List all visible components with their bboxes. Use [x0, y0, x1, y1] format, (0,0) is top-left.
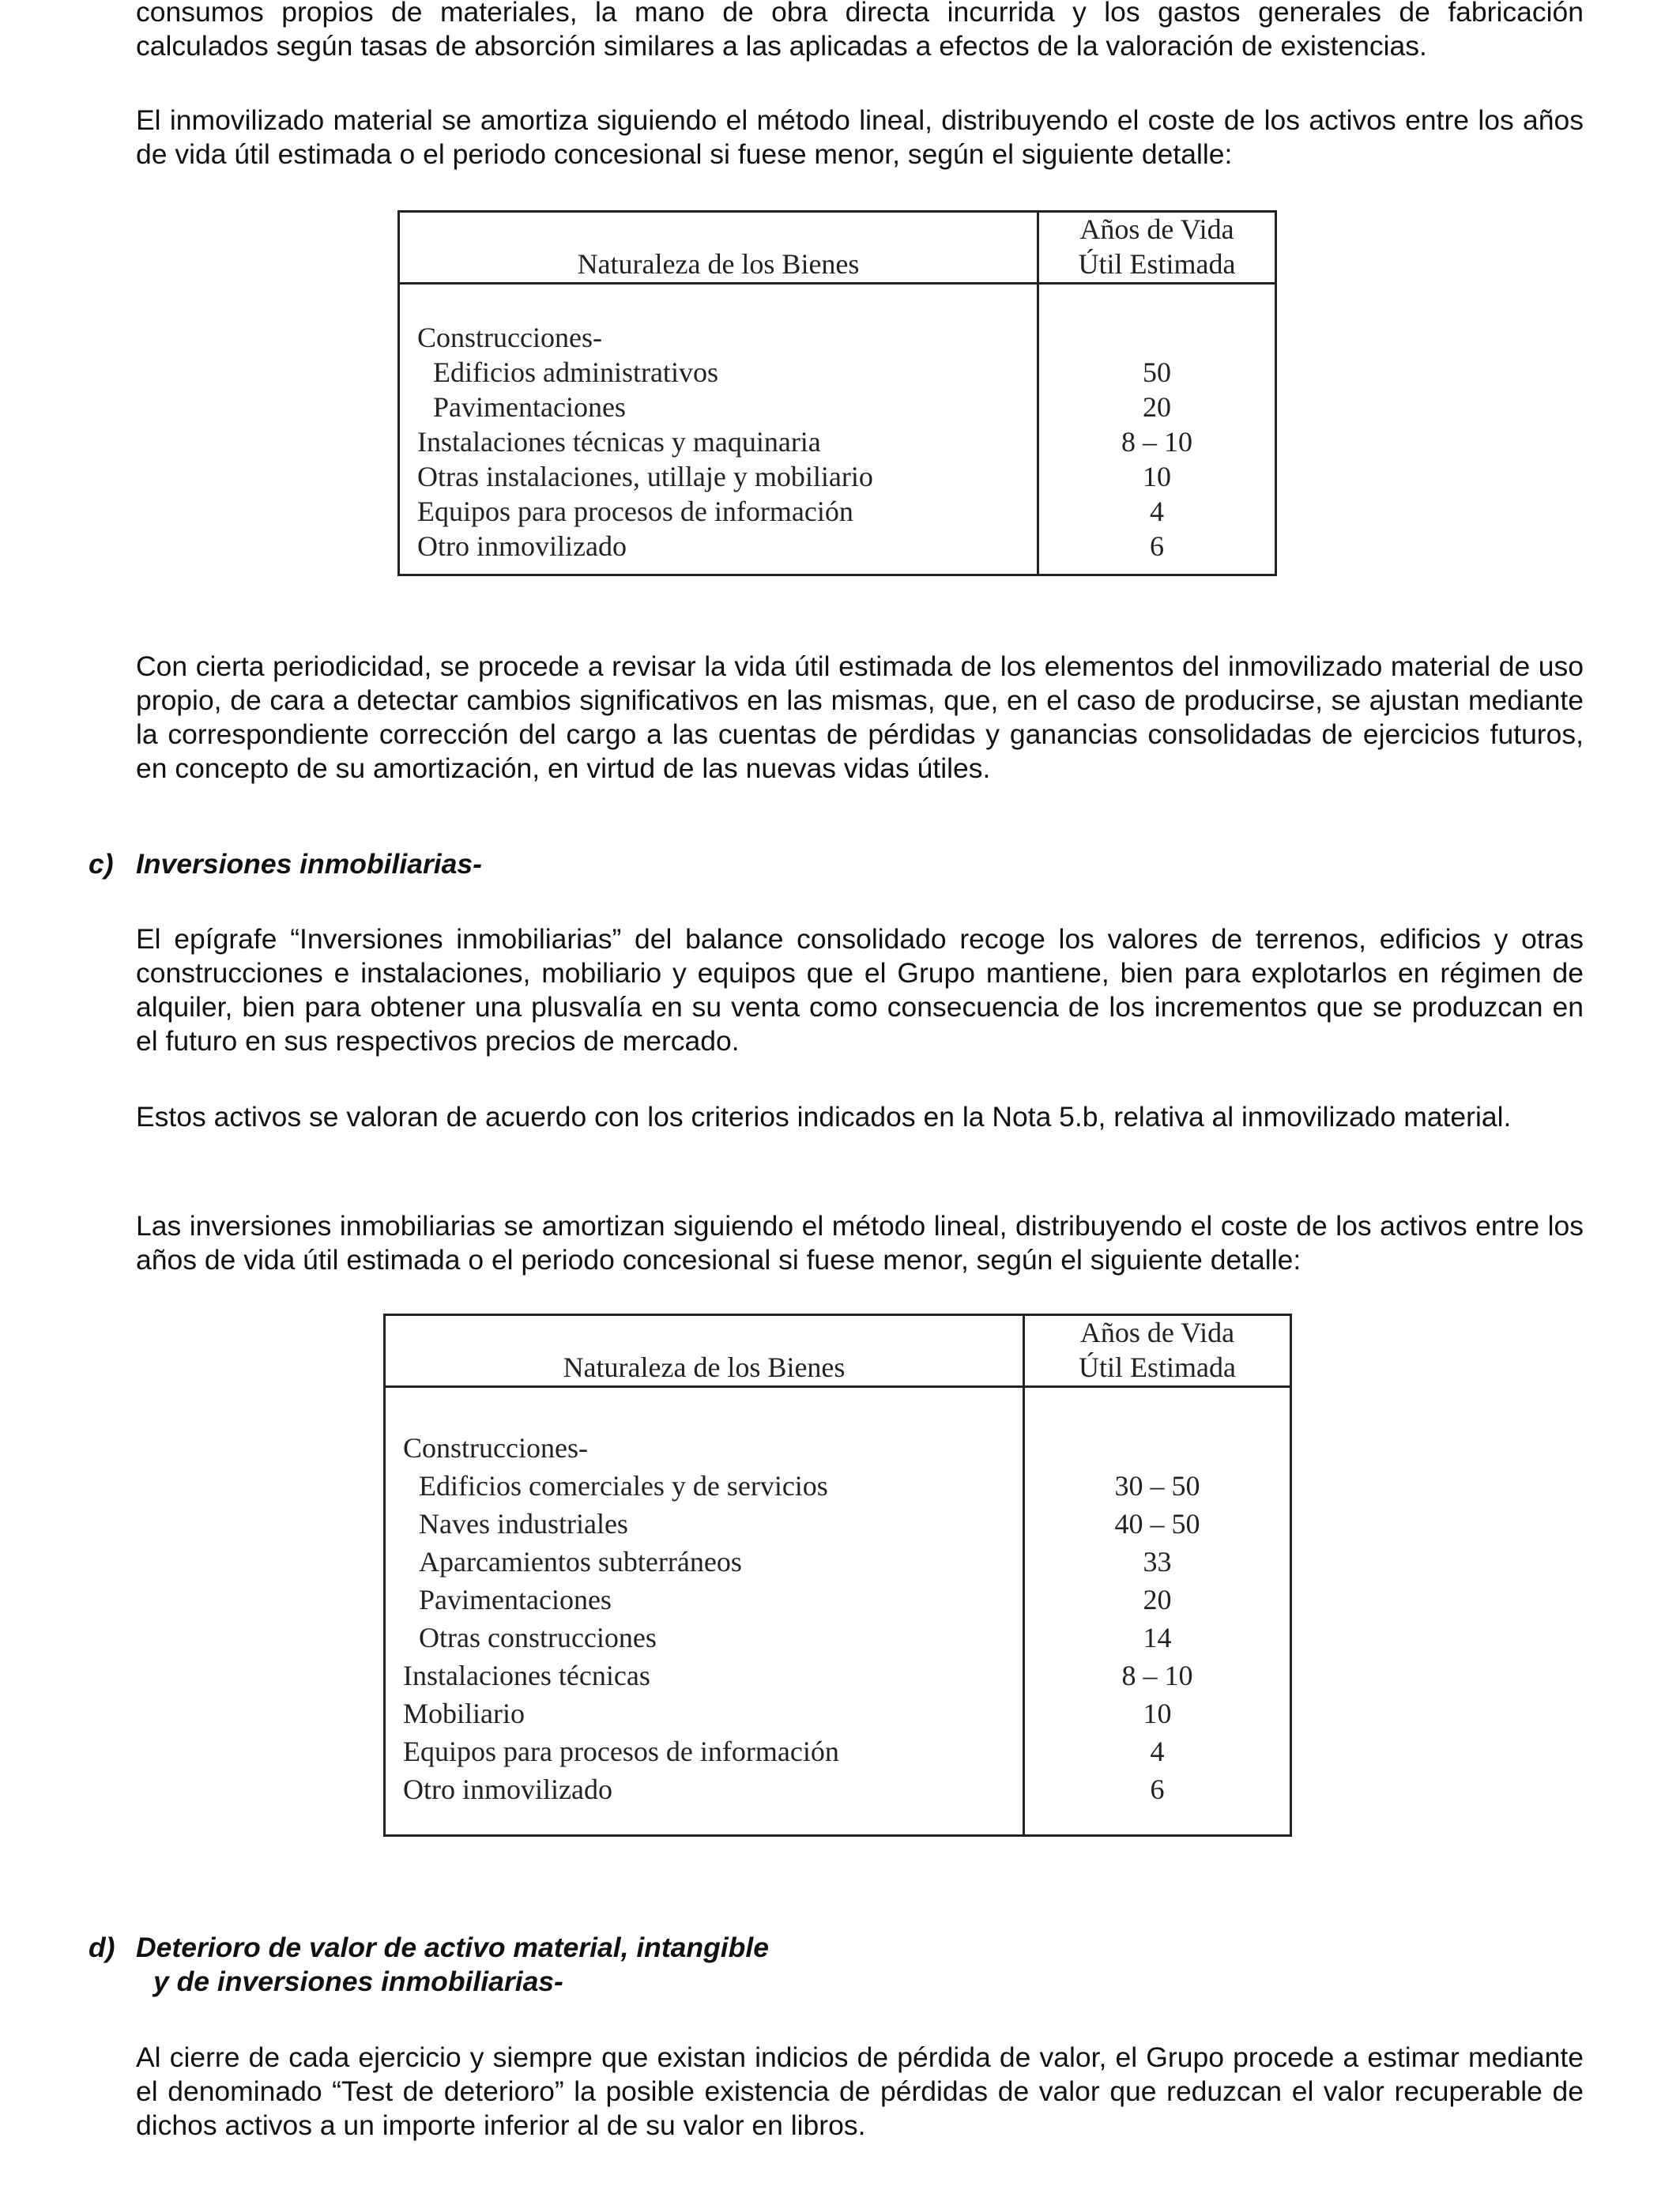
table-row-value: 6	[1150, 1774, 1165, 1805]
table-row-value: 6	[1150, 530, 1164, 562]
useful-life-table-investment	[383, 1314, 1292, 1837]
table-row	[400, 321, 1275, 356]
table-header-nature: Naturaleza de los Bienes	[577, 248, 860, 280]
table-row-label: Otro inmovilizado	[403, 1774, 612, 1805]
table-row-label: Mobiliario	[403, 1698, 525, 1729]
section-c-paragraph-2: Estos activos se valoran de acuerdo con los criterios indicados en la Nota 5.b, relativa al inmovilizado material.	[136, 1101, 1512, 1133]
table-row	[400, 425, 1275, 460]
table-row	[386, 1659, 1290, 1697]
section-c-heading	[89, 847, 482, 881]
table-header-years	[1025, 1316, 1290, 1385]
table-row	[400, 390, 1275, 425]
table-row	[386, 1621, 1290, 1659]
table-row-label: Naves industriales	[419, 1508, 628, 1540]
table-header-nature: Naturaleza de los Bienes	[563, 1351, 846, 1383]
table-row-label: Construcciones-	[403, 1432, 588, 1464]
table-row-value: 4	[1150, 496, 1164, 527]
table-row-value: 40 – 50	[1114, 1508, 1200, 1540]
section-d-heading	[89, 1931, 769, 1999]
table-row	[386, 1469, 1290, 1507]
table-row-value: 50	[1143, 356, 1171, 388]
intro-paragraph-line-2	[136, 29, 1584, 63]
table-row-label: Aparcamientos subterráneos	[419, 1546, 742, 1578]
review-paragraph: Con cierta periodicidad, se procede a revisar la vida útil estimada de los elementos del inmovilizado material de uso propio, de cara a detectar cambios significativos en las mismas, que, en el caso de producirse, se ajustan mediante la correspondiente corrección del cargo a las cuentas de pérdidas y ganancias consolidadas de ejercicios futuros, en concepto de su amortización, en virtud de las nuevas vidas útiles.	[136, 650, 1584, 784]
table-header-divider	[400, 282, 1275, 285]
section-d-title-line-2: y de inversiones inmobiliarias-	[153, 1966, 563, 1997]
table-row	[386, 1545, 1290, 1583]
table-row-value: 30 – 50	[1114, 1470, 1200, 1502]
table-row-label: Pavimentaciones	[433, 391, 626, 423]
table-row-value: 33	[1143, 1546, 1172, 1578]
table-row-label: Otras construcciones	[419, 1622, 657, 1653]
table-header-divider	[386, 1385, 1290, 1388]
table-header-years-line-1: Años de Vida	[1079, 213, 1234, 245]
intro-paragraph	[136, 0, 1584, 29]
table-row-label: Pavimentaciones	[419, 1584, 612, 1615]
table-row	[386, 1773, 1290, 1811]
table-row	[386, 1735, 1290, 1773]
table-header-years-line-2: Útil Estimada	[1078, 247, 1236, 280]
table-row	[386, 1431, 1290, 1469]
table-header-years-line-2: Útil Estimada	[1079, 1351, 1236, 1383]
section-c-paragraph-3: Las inversiones inmobiliarias se amortizan siguiendo el método lineal, distribuyendo el coste de los activos entre los años de vida útil estimada o el periodo concesional si fuese menor, según el siguiente detalle:	[136, 1210, 1584, 1276]
table-row	[386, 1697, 1290, 1735]
table-row-label: Otras instalaciones, utillaje y mobiliario	[417, 461, 873, 492]
table-row	[386, 1507, 1290, 1545]
table-row-label: Equipos para procesos de información	[417, 496, 853, 527]
table-row-value: 10	[1143, 1698, 1172, 1729]
section-c-title: Inversiones inmobiliarias-	[136, 848, 482, 880]
table-row	[400, 530, 1275, 564]
table-row-label: Edificios comerciales y de servicios	[419, 1470, 828, 1502]
table-row-value: 10	[1143, 461, 1171, 492]
table-row-value: 20	[1143, 391, 1171, 423]
table-row	[386, 1583, 1290, 1621]
table-row-value: 8 – 10	[1121, 1660, 1193, 1691]
table-header-years-line-1: Años de Vida	[1079, 1317, 1235, 1348]
table-row-label: Otro inmovilizado	[417, 530, 627, 562]
table-row-value: 20	[1143, 1584, 1172, 1615]
table-row-label: Instalaciones técnicas	[403, 1660, 650, 1691]
table-row-label: Construcciones-	[417, 322, 602, 353]
intro-line-1: consumos propios de materiales, la mano de obra directa incurrida y los gastos generales de fabricación	[136, 0, 1584, 28]
table-row	[400, 356, 1275, 390]
intro-line-2: calculados según tasas de absorción similares a las aplicadas a efectos de la valoración de existencias.	[136, 30, 1427, 62]
table-row-value: 8 – 10	[1121, 426, 1192, 458]
table-row-label: Instalaciones técnicas y maquinaria	[417, 426, 821, 458]
table-row-label: Equipos para procesos de información	[403, 1736, 839, 1767]
table-row	[400, 495, 1275, 530]
table-row-value: 4	[1150, 1736, 1165, 1767]
section-c-paragraph-1: El epígrafe “Inversiones inmobiliarias” del balance consolidado recoge los valores de terrenos, edificios y otras construcciones e instalaciones, mobiliario y equipos que el Grupo mantiene, bien para explotarlos en régimen de alquiler, bien para obtener una plusvalía en su venta como consecuencia de los incrementos que se produzcan en el futuro en sus respectivos precios de mercado.	[136, 923, 1584, 1057]
section-d-paragraph-1: Al cierre de cada ejercicio y siempre que existan indicios de pérdida de valor, el Grupo procede a estimar mediante el denominado “Test de deterioro” la posible existencia de pérdidas de valor que reduzcan el valor recuperable de dichos activos a un importe inferior al de su valor en libros.	[136, 2041, 1584, 2141]
section-c-letter: c)	[89, 848, 114, 880]
section-d-letter: d)	[89, 1932, 115, 1963]
table-row-label: Edificios administrativos	[433, 356, 718, 388]
table-header-years	[1039, 213, 1275, 281]
useful-life-table-tangible	[397, 210, 1277, 576]
table-row	[400, 460, 1275, 495]
table-row-value: 14	[1143, 1622, 1172, 1653]
section-d-title-line-1: Deterioro de valor de activo material, intangible	[136, 1932, 769, 1963]
amortization-paragraph: El inmovilizado material se amortiza siguiendo el método lineal, distribuyendo el coste de los activos entre los años de vida útil estimada o el periodo concesional si fuese menor, según el siguiente detalle:	[136, 104, 1584, 170]
